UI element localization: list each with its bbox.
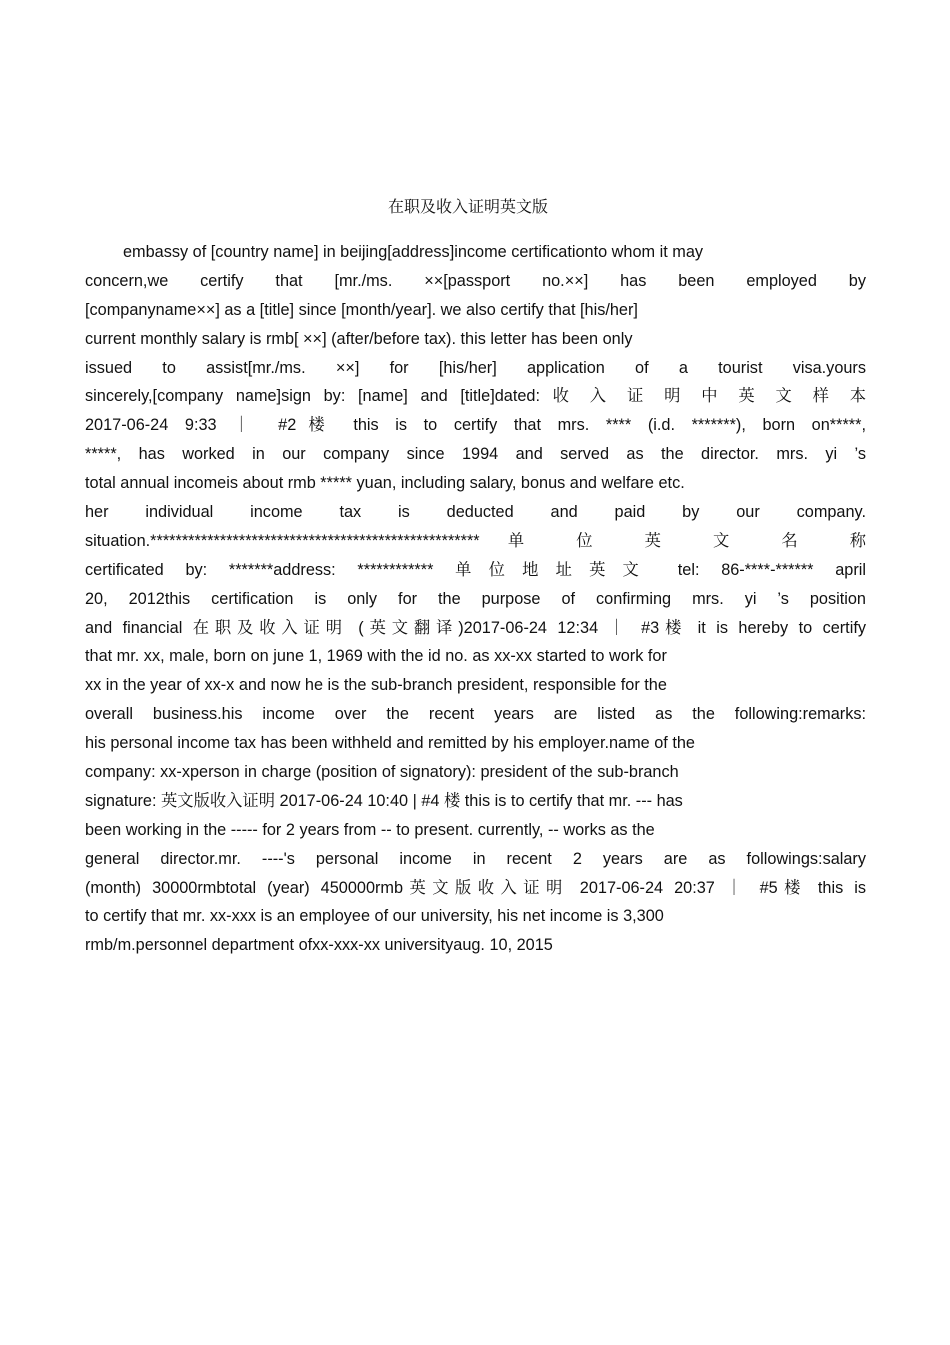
text-line: general director.mr. ----'s personal income in recent 2 years are as followings:salary bbox=[85, 849, 866, 868]
text-line: *****, has worked in our company since 1994 and served as the director. mrs. yi ’s bbox=[85, 445, 866, 464]
document-body bbox=[85, 238, 866, 960]
text-line: been working in the ----- for 2 years from -- to present. currently, -- works as the bbox=[85, 820, 655, 839]
text-line: (month) 30000rmbtotal (year) 450000rmb英文版收入证明 2017-06-24 20:37 ｜ #5楼 this is bbox=[85, 878, 866, 897]
text-line: certificated by: *******address: ************ 单位地址英文 tel: 86-****-****** april bbox=[85, 560, 866, 579]
text-line: embassy of [country name] in beijing[address]income certificationto whom it may bbox=[123, 243, 704, 261]
text-line: company: xx-xperson in charge (position of signatory): president of the sub-branch bbox=[85, 763, 679, 782]
text-line: signature: 英文版收入证明 2017-06-24 10:40 | #4 楼 this is to certify that mr. --- has bbox=[85, 791, 683, 810]
text-line: 20, 2012this certification is only for the purpose of confirming mrs. yi ’s position bbox=[85, 589, 866, 608]
text-line: sincerely,[company name]sign by: [name] and [title]dated: 收 入 证 明 中 英 文 样 本 bbox=[85, 387, 866, 406]
text-line: to certify that mr. xx-xxx is an employee of our university, his net income is 3,300 bbox=[85, 907, 664, 926]
document-title: 在职及收入证明英文版 bbox=[387, 197, 548, 216]
text-line: her individual income tax is deducted and paid by our company. bbox=[85, 503, 866, 522]
text-line: [companyname××] as a [title] since [month/year]. we also certify that [his/her] bbox=[85, 300, 638, 319]
text-line: 2017-06-24 9:33 ｜ #2楼 this is to certify that mrs. **** (i.d. *******), born on*****, bbox=[85, 416, 866, 435]
text-line: his personal income tax has been withheld and remitted by his employer.name of the bbox=[85, 734, 695, 753]
text-line: and financial 在职及收入证明 (英文翻译)2017-06-24 12:34 ｜ #3楼 it is hereby to certify bbox=[85, 618, 866, 637]
text-line: issued to assist[mr./ms. ××] for [his/her] application of a tourist visa.yours bbox=[85, 358, 866, 377]
text-line: rmb/m.personnel department ofxx-xxx-xx universityaug. 10, 2015 bbox=[85, 936, 553, 955]
text-line: overall business.his income over the recent years are listed as the following:remarks: bbox=[85, 705, 866, 724]
text-line: concern,we certify that [mr./ms. ××[passport no.××] has been employed by bbox=[85, 271, 866, 290]
text-line: current monthly salary is rmb[ ××] (after/before tax). this letter has been only bbox=[85, 329, 633, 348]
text-line: situation.**************************************************** 单 位 英 文 名 称 bbox=[85, 531, 866, 550]
text-line: xx in the year of xx-x and now he is the sub-branch president, responsible for the bbox=[85, 676, 667, 695]
text-line: that mr. xx, male, born on june 1, 1969 with the id no. as xx-xx started to work for bbox=[85, 647, 667, 666]
text-line: total annual incomeis about rmb ***** yuan, including salary, bonus and welfare etc. bbox=[85, 474, 685, 493]
